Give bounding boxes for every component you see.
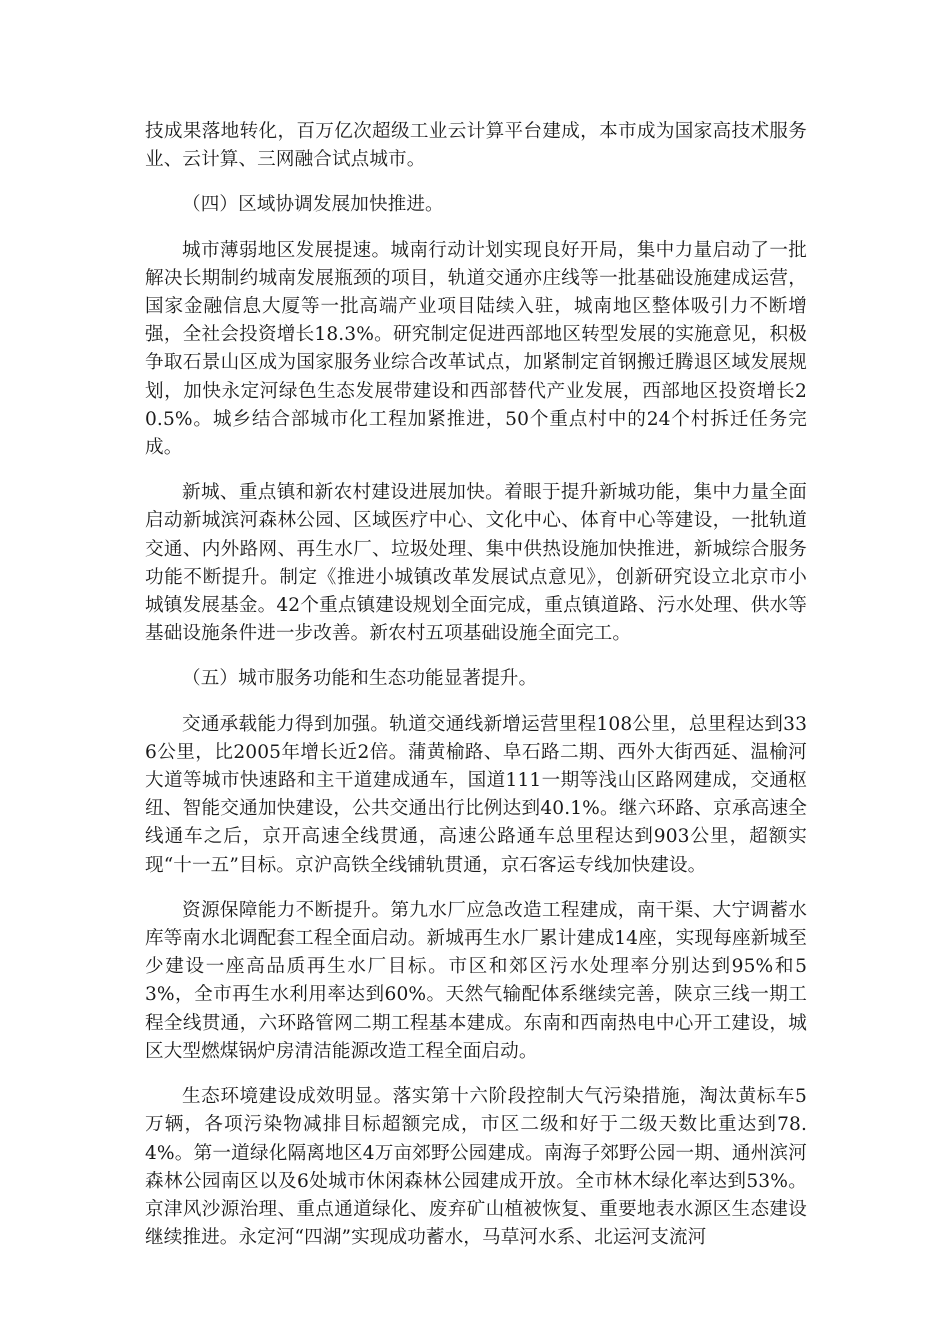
continued-paragraph: 技成果落地转化，百万亿次超级工业云计算平台建成，本市成为国家高技术服务业、云计算、三网融合试点城市。 bbox=[145, 121, 807, 171]
paragraph-resources: 资源保障能力不断提升。第九水厂应急改造工程建成，南干渠、大宁调蓄水库等南水北调配套工程全面启动。新城再生水厂累计建成14座，实现每座新城至少建设一座高品质再生水厂目标。市区和郊区污水处理率分别达到95%和53%，全市再生水利用率达到60%。天然气输配体系继续完善，陕京三线一期工程全线贯通，六环路管网二期工程基本建成。东南和西南热电中心开工建设，城区大型燃煤锅炉房清洁能源改造工程全面启动。 bbox=[145, 899, 807, 1062]
paragraph-urban-weak-areas: 城市薄弱地区发展提速。城南行动计划实现良好开局，集中力量启动了一批解决长期制约城南发展瓶颈的项目，轨道交通亦庄线等一批基础设施建成运营，国家金融信息大厦等一批高端产业项目陆续入驻，城南地区整体吸引力不断增强，全社会投资增长18.3%。研究制定促进西部地区转型发展的实施意见，积极争取石景山区成为国家服务业综合改革试点，加紧制定首钢搬迁腾退区域发展规划，加快永定河绿色生态发展带建设和西部替代产业发展，西部地区投资增长20.5%。城乡结合部城市化工程加紧推进，50个重点村中的24个村拆迁任务完成。 bbox=[145, 239, 807, 459]
section-heading-5: （五）城市服务功能和生态功能显著提升。 bbox=[182, 668, 538, 690]
paragraph-ecology: 生态环境建设成效明显。落实第十六阶段控制大气污染措施，淘汰黄标车5万辆，各项污染物减排目标超额完成，市区二级和好于二级天数比重达到78.4%。第一道绿化隔离地区4万亩郊野公园建成。南海子郊野公园一期、通州滨河森林公园南区以及6处城市休闲森林公园建成开放。全市林木绿化率达到53%。京津风沙源治理、重点通道绿化、废弃矿山植被恢复、重要地表水源区生态建设继续推进。永定河“四湖”实现成功蓄水，马草河水系、北运河支流河 bbox=[145, 1086, 807, 1249]
section-heading-4: （四）区域协调发展加快推进。 bbox=[182, 194, 444, 216]
document-body bbox=[145, 118, 807, 1269]
paragraph-transport: 交通承载能力得到加强。轨道交通线新增运营里程108公里，总里程达到336公里，比2005年增长近2倍。蒲黄榆路、阜石路二期、西外大街西延、温榆河大道等城市快速路和主干道建成通车，国道111一期等浅山区路网建成，交通枢纽、智能交通加快建设，公共交通出行比例达到40.1%。继六环路、京承高速全线通车之后，京开高速全线贯通，高速公路通车总里程达到903公里，超额实现“十一五”目标。京沪高铁全线铺轨贯通，京石客运专线加快建设。 bbox=[145, 713, 807, 876]
paragraph-new-towns: 新城、重点镇和新农村建设进展加快。着眼于提升新城功能，集中力量全面启动新城滨河森林公园、区域医疗中心、文化中心、体育中心等建设，一批轨道交通、内外路网、再生水厂、垃圾处理、集中供热设施加快推进，新城综合服务功能不断提升。制定《推进小城镇改革发展试点意见》，创新研究设立北京市小城镇发展基金。42个重点镇建设规划全面完成，重点镇道路、污水处理、供水等基础设施条件进一步改善。新农村五项基础设施全面完工。 bbox=[145, 482, 807, 645]
